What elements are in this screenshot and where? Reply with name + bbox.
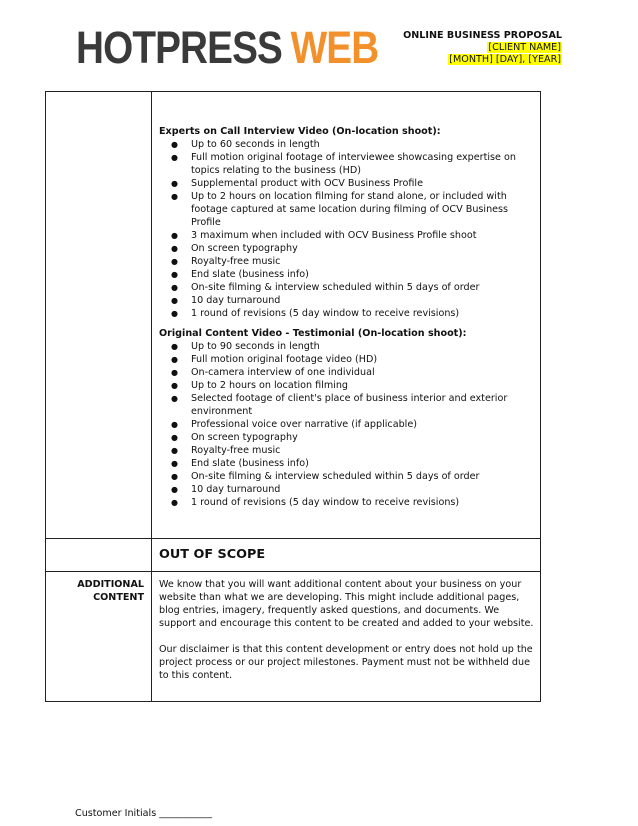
list-item: ● Professional voice over narrative (if applicable) [191,418,534,431]
empty-label-cell [46,539,152,572]
list-item: ● Up to 60 seconds in length [191,138,534,151]
list-item: ● On-camera interview of one individual [191,366,534,379]
list-item: ● On screen typography [191,431,534,444]
list-item: ● End slate (business info) [191,268,534,281]
additional-content-paragraph: We know that you will want additional content about your business on your website than what we are developing. This might include additional pages, blog entries, imagery, frequently asked questions, and documents. We support and encourage this content to be created and added to your website. [159,579,534,629]
proposal-table [45,91,541,702]
date-placeholder: [MONTH] [DAY], [YEAR] [449,54,561,65]
list-item: ● 3 maximum when included with OCV Business Profile shoot [191,229,534,242]
list-item: ● Supplemental product with OCV Business Profile [191,177,534,190]
video-services-row [46,92,541,539]
empty-label-cell [46,92,152,539]
additional-content-cell [152,572,541,702]
additional-content-row [46,572,541,702]
list-item: ● Full motion original footage of interviewee showcasing expertise on topics relating to the business (HD) [191,151,534,177]
testimonial-list [159,340,534,509]
list-item: ● On-site filming & interview scheduled within 5 days of order [191,281,534,294]
video-services-content [152,92,541,539]
list-item: ● 10 day turnaround [191,294,534,307]
list-item: ● Royalty-free music [191,444,534,457]
experts-list [159,138,534,320]
logo-text-web: WEB [290,22,379,73]
hotpress-web-logo [76,22,379,73]
list-item: ● Full motion original footage video (HD) [191,353,534,366]
document-header-info [403,30,562,66]
list-item: ● 10 day turnaround [191,483,534,496]
list-item: ● On screen typography [191,242,534,255]
out-of-scope-heading: OUT OF SCOPE [159,547,266,562]
experts-section-title: Experts on Call Interview Video (On-location shoot): [159,126,441,137]
out-of-scope-cell [152,539,541,572]
client-name-placeholder: [CLIENT NAME] [488,42,561,53]
logo-text-hotpress: HOTPRESS [76,22,283,73]
testimonial-section-title: Original Content Video - Testimonial (On-location shoot): [159,328,467,339]
list-item: ● Selected footage of client's place of business interior and exterior environment [191,392,534,418]
disclaimer-paragraph: Our disclaimer is that this content development or entry does not hold up the project process or our project milestones. Payment must not be withheld due to this content. [159,644,533,681]
list-item: ● Up to 2 hours on location filming for stand alone, or included with footage captured at same location during filming of OCV Business Profile [191,190,534,229]
list-item: ● Up to 2 hours on location filming [191,379,534,392]
out-of-scope-row [46,539,541,572]
list-item: ● Royalty-free music [191,255,534,268]
list-item: ● 1 round of revisions (5 day window to receive revisions) [191,496,534,509]
list-item: ● End slate (business info) [191,457,534,470]
list-item: ● 1 round of revisions (5 day window to receive revisions) [191,307,534,320]
additional-content-label: ADDITIONAL CONTENT [46,572,152,702]
list-item: ● On-site filming & interview scheduled within 5 days of order [191,470,534,483]
customer-initials-line: Customer Initials ___________ [75,808,213,819]
list-item: ● Up to 90 seconds in length [191,340,534,353]
proposal-title: ONLINE BUSINESS PROPOSAL [403,30,562,41]
